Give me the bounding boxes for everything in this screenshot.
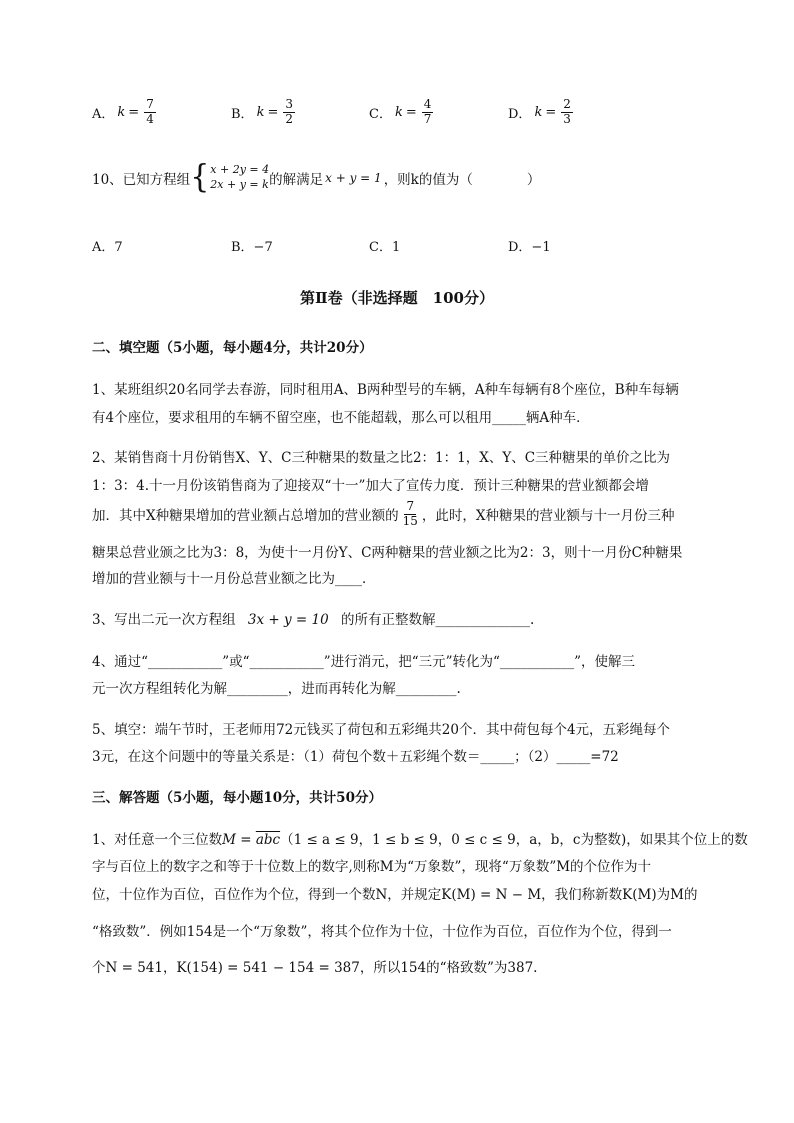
- q10-option-d: D．−1: [508, 240, 551, 255]
- fill-q4-line1: 4、通过“___________”或“___________”进行消元，把“三元”转化为“___________”，使解三: [92, 654, 636, 670]
- q9-option-b: B． k = $\frac{3}{2}$: [231, 97, 293, 126]
- fill-q5-line1: 5、填空：端午节时，王老师用72元钱买了荷包和五彩绳共20个．其中荷包每个4元，五彩绳每个: [92, 722, 671, 738]
- ans-q1-line2: 字与百位上的数字之和等于十位数上的数字,则称M为“万象数”，现将“万象数”M的个位作为十: [92, 859, 652, 875]
- fill-q2-line5: 增加的营业额与十一月份总营业额之比为____．: [92, 571, 376, 587]
- q9-option-a: A． k = $\frac{7}{4}$: [92, 97, 154, 126]
- q10-options: [92, 236, 712, 276]
- q10-question: 10、已知方程组 { x + 2y = 4 2x + y = k 的解满足 x + y = 1 ，则k的值为（ ）: [92, 159, 541, 196]
- fill-q5-line2: 3元，在这个问题中的等量关系是：（1）荷包个数＋五彩绳个数＝_____；（2）_____=72: [92, 749, 619, 765]
- equation-system: { x + 2y = 4 2x + y = k: [190, 159, 270, 196]
- fraction: $\frac{4}{7}$: [423, 97, 432, 126]
- fraction: $\frac{3}{2}$: [285, 97, 293, 126]
- fill-q2-line1: 2、某销售商十月份销售X、Y、C三种糖果的数量之比2：1：1，X、Y、C三种糖果的单价之比为: [92, 450, 671, 466]
- ans-q1-line1: 1、对任意一个三位数$M = \overline{abc}(1 \le a \le 9$，1 ≤ b ≤ 9，0 ≤ c ≤ 9，a，b，c为整数)，如果其个位上的数: [92, 832, 748, 848]
- fill-q2-line4: 糖果总营业颁之比为3：8，为使十一月份Y、C两种糖果的营业额之比为2：3，则十一月份C种糖果: [92, 545, 683, 561]
- ans-q1-line4: “格致数”．例如154是一个“万象数”，将其个位作为十位，十位作为百位，百位作为个位，得到一: [92, 924, 672, 940]
- q9-options: [92, 98, 712, 138]
- fraction: $\frac{7}{4}$: [146, 97, 154, 126]
- fraction: $\frac{2}{3}$: [563, 97, 571, 126]
- fill-q3: 3、写出二元一次方程组 3x + y = 10 的所有正整数解______________.: [92, 612, 535, 628]
- fill-heading: 二、填空题（5小题，每小题4分，共计20分）: [92, 340, 373, 356]
- answer-heading: 三、解答题（5小题，每小题10分，共计50分）: [92, 790, 382, 806]
- fill-q2-line2: 1：3：4.十一月份该销售商为了迎接双“十一”加大了宣传力度．预计三种糖果的营业额都会增: [92, 478, 649, 494]
- q10-option-a: A．7: [92, 240, 123, 255]
- ans-q1-line3: 位，十位作为百位，百位作为个位，得到一个数N，并规定K(M) = N − M，我们称新数K(M)为M的: [92, 887, 698, 903]
- fill-q1-line1: 1、某班组织20名同学去春游，同时租用A、B两种型号的车辆，A种车每辆有8个座位，B种车每辆: [92, 382, 679, 398]
- q9-option-d: D． k = $\frac{2}{3}$: [508, 97, 571, 126]
- fill-q1-line2: 有4个座位，要求租用的车辆不留空座，也不能超载，那么可以租用_____辆A种车．: [92, 410, 590, 426]
- fill-q2-line3: 加．其中X种糖果增加的营业额占总增加的营业额的 $\frac{7}{15}$ ，此时，X种糖果的营业额与十一月份三种: [92, 499, 675, 528]
- fraction: $\frac{7}{15}$: [402, 499, 418, 528]
- q9-option-c: C． k = $\frac{4}{7}$: [369, 97, 432, 126]
- fill-q4-line2: 元一次方程组转化为解_________，进而再转化为解_________.: [92, 681, 461, 697]
- part2-title: 第Ⅱ卷（非选择题 100分）: [300, 289, 494, 307]
- ans-q1-line5: 个N = 541，K(154) = 541 − 154 = 387，所以154的“格致数”为387.: [92, 960, 538, 976]
- q10-option-b: B．−7: [231, 240, 273, 255]
- q10-option-c: C．1: [369, 240, 401, 255]
